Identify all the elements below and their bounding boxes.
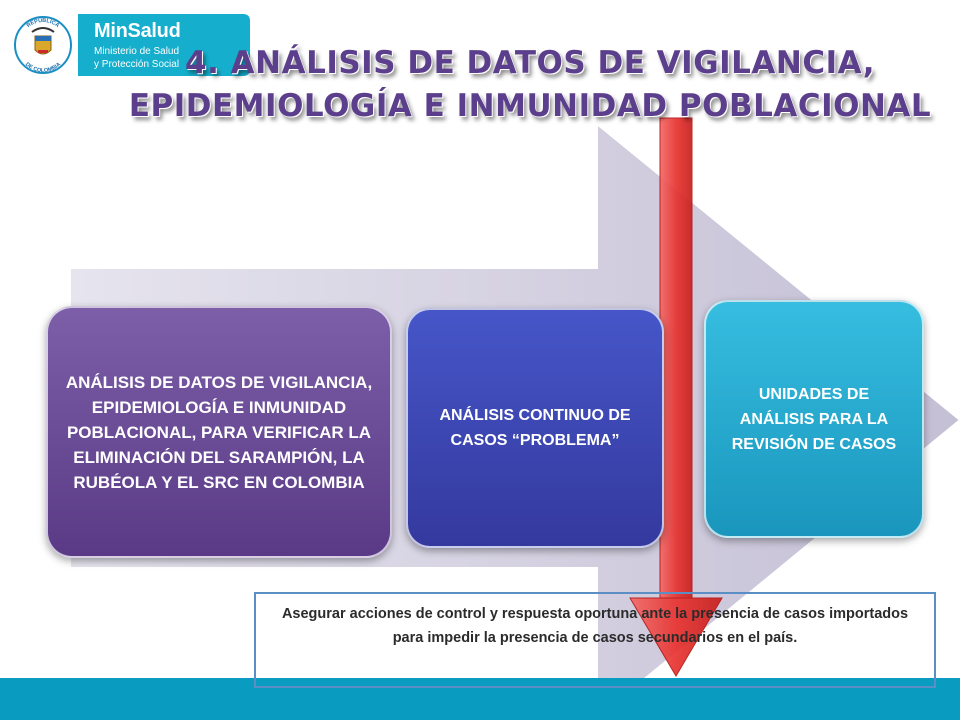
logo-subtitle-line1: Ministerio de Salud (94, 46, 180, 57)
step-box-data-analysis (46, 306, 392, 558)
seal-top-text: REPÚBLICA (25, 17, 61, 29)
title-line-2: EPIDEMIOLOGÍA E INMUNIDAD POBLACIONAL (128, 88, 932, 124)
step-box-2-text: ANÁLISIS CONTINUO DE CASOS “PROBLEMA” (439, 407, 631, 449)
logo-subtitle-line2: y Protección Social (94, 59, 180, 70)
title-line-1: 4. ANÁLISIS DE DATOS DE VIGILANCIA, (185, 45, 875, 81)
slide-title (100, 42, 960, 128)
conclusion-note-text: Asegurar acciones de control y respuesta oportuna ante la presencia de casos importados para impedir la presencia de casos secundarios en el país. (281, 606, 909, 646)
step-box-3-text: UNIDADES DE ANÁLISIS PARA LA REVISIÓN DE CASOS (731, 385, 897, 453)
step-box-problem-cases (406, 308, 664, 548)
step-box-1-text: ANÁLISIS DE DATOS DE VIGILANCIA, EPIDEMIOLOGÍA E INMUNIDAD POBLACIONAL, PARA VERIFICAR LA ELIMINACIÓN DEL SARAMPIÓN, LA RUBÉOLA Y EL SRC EN COLOMBIA (65, 372, 373, 492)
conclusion-note (254, 592, 936, 688)
colombia-seal (8, 14, 78, 76)
logo-name: MinSalud (94, 20, 181, 42)
seal-bottom-text: DE COLOMBIA (23, 61, 63, 75)
step-box-analysis-units (704, 300, 924, 538)
